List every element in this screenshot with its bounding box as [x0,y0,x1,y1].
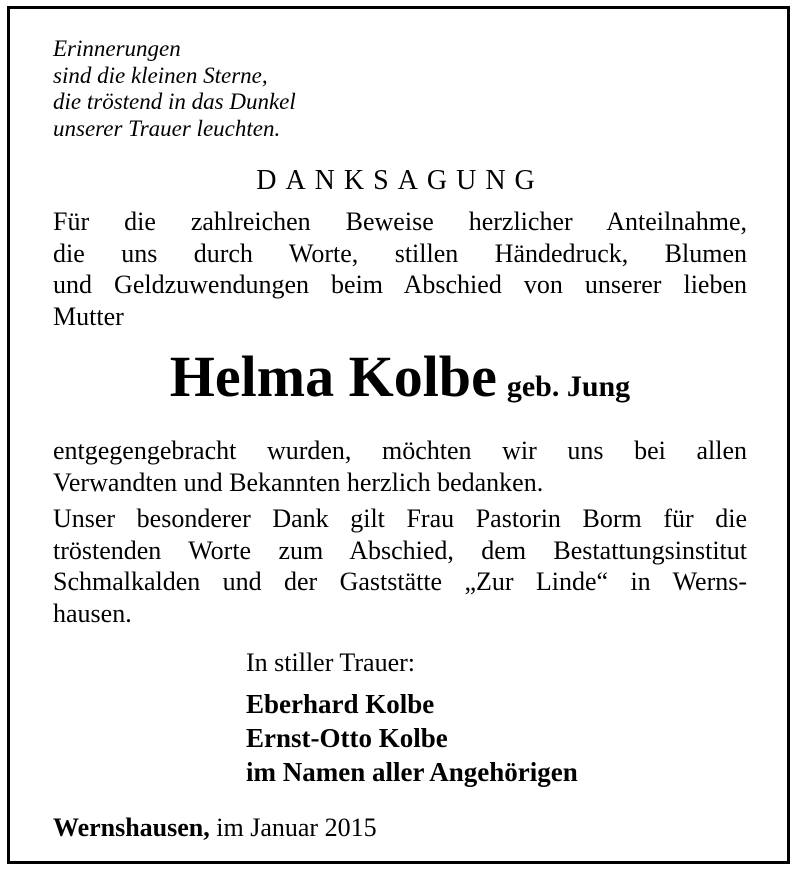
intro-paragraph [53,206,747,332]
poem-line: Erinnerungen [53,36,181,61]
signers [246,687,578,789]
deceased-name: Helma Kolbe [169,344,497,409]
heading: DANKSAGUNG [256,165,544,196]
poem-line: die tröstend in das Dunkel [53,89,296,114]
special-thanks-paragraph [53,503,747,629]
place-date [53,812,377,844]
thanks-line: Verwandten und Bekannten herzlich bedanken. [53,467,544,497]
birth-name: geb. Jung [506,370,631,403]
poem-line: sind die kleinen Sterne, [53,62,268,88]
special-line: Unser besonderer Dank gilt Frau Pastorin Borm für die [53,504,747,533]
signer: Eberhard Kolbe [246,689,435,719]
thanks-line: entgegengebracht wurden, möchten wir uns bei allen [53,436,747,465]
poem-line: unserer Trauer leuchten. [53,115,281,141]
special-line: hausen. [53,598,132,628]
poem [53,36,296,142]
mourning-label: In stiller Trauer: [246,648,415,677]
intro-line: die uns durch Worte, stillen Händedruck, Blumen [53,238,747,268]
signer: Ernst-Otto Kolbe [246,723,448,753]
intro-line: Mutter [53,301,124,331]
deceased-name-block [0,342,800,427]
place-date-text: im Januar 2015 [216,813,377,842]
special-line: Schmalkalden und der Gaststätte „Zur Linde“ in Werns- [53,567,747,596]
special-line: tröstenden Worte zum Abschied, dem Bestattungsinstitut [53,535,747,565]
place-town: Wernshausen, [53,813,210,842]
intro-line: und Geldzuwendungen beim Abschied von unserer lieben [53,270,747,299]
thanks-paragraph [53,435,747,498]
signer: im Namen aller Angehörigen [246,757,578,787]
intro-line: Für die zahlreichen Beweise herzlicher Anteilnahme, [53,207,747,236]
